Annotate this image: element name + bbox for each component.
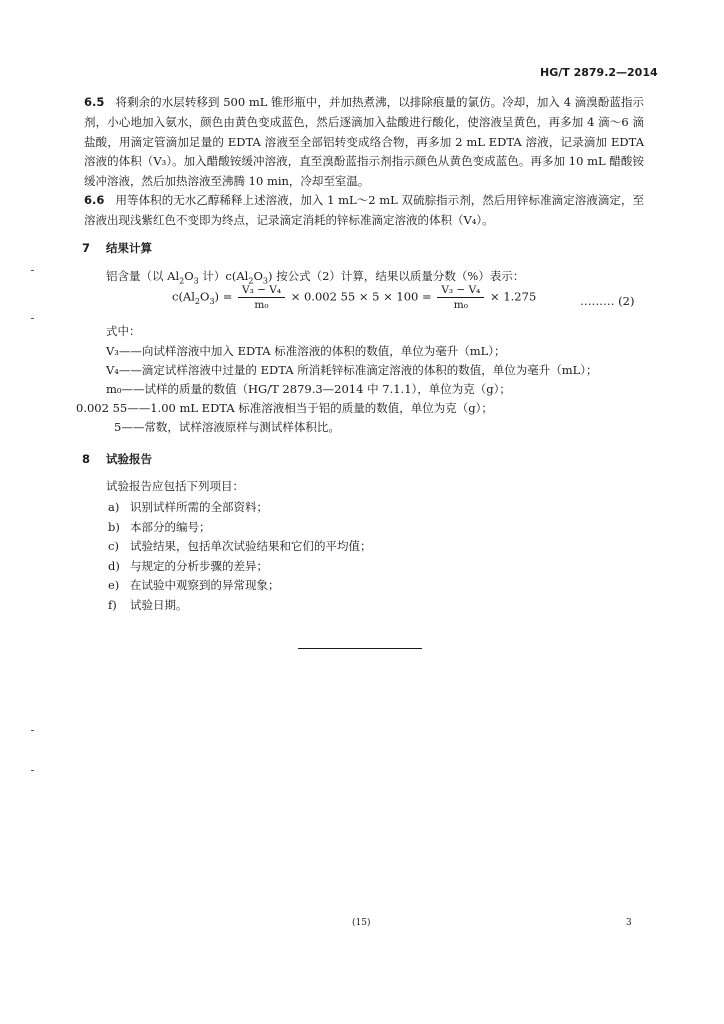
fraction	[238, 284, 285, 311]
item-text: 试验日期。	[130, 597, 188, 612]
section-title: 结果计算	[106, 241, 153, 255]
clause-text: 用等体积的无水乙醇稀释上述溶液，加入 1 mL～2 mL 双硫腙指示剂，然后用锌标准滴定溶液滴定，至溶液出现浅紫红色不变即为终点，记录滴定消耗的锌标准滴定溶液的体积（V₄）。	[84, 193, 644, 227]
report-item	[108, 558, 268, 574]
denominator: m₀	[254, 299, 269, 311]
subscript: 2	[179, 276, 185, 286]
item-marker: f)	[108, 597, 117, 612]
formula-middle: × 0.002 55 × 5 × 100 =	[290, 289, 432, 304]
variable-symbol: 0.002 55	[76, 401, 128, 415]
fraction	[437, 284, 484, 311]
numerator: V₃ − V₄	[238, 284, 285, 298]
item-text: 与规定的分析步骤的差异；	[130, 558, 268, 573]
definition-line	[114, 419, 340, 435]
variable-description: ——滴定试样溶液中过量的 EDTA 所消耗锌标准滴定溶液的体积的数值，单位为毫升（mL）；	[118, 363, 598, 377]
subscript: 2	[248, 276, 254, 286]
report-intro: 试验报告应包括下列项目：	[106, 479, 244, 493]
variable-symbol: V₃	[106, 344, 119, 358]
scan-mark	[31, 730, 34, 731]
item-marker: e)	[108, 578, 120, 592]
section-number: 7	[82, 241, 91, 255]
intro-text: O	[253, 269, 263, 283]
clause-text: 将剩余的水层转移到 500 mL 锥形瓶中，并加热煮沸，以排除痕量的氯仿。冷却，加入 4 滴溴酚蓝指示剂，小心地加入氨水，颜色由黄色变成蓝色，然后逐滴加入盐酸进行酸化，使溶液呈黄色，再多加 4 滴～6 滴盐酸，用滴定管滴加足量的 EDTA 溶液至全部铝转变成络合物，再多加 2 mL EDTA 溶液，记录滴加 EDTA 溶液的体积（V₃）。加入醋酸铵缓冲溶液，直至溴酚蓝指示剂指示颜色从黄色变成蓝色。再多加 10 mL 醋酸铵缓冲溶液，然后加热溶液至沸腾 10 min，冷却至室温。	[84, 95, 644, 189]
variable-symbol: V₄	[106, 363, 119, 377]
variable-symbol: m₀	[106, 382, 122, 396]
subscript: 3	[262, 276, 268, 286]
scan-mark	[31, 770, 34, 771]
definition-line	[106, 362, 597, 378]
subscript: 3	[209, 296, 215, 306]
definition-line	[76, 400, 493, 416]
calculation-intro	[106, 268, 524, 285]
clause-number: 6.5	[84, 95, 105, 109]
variable-description: ——向试样溶液中加入 EDTA 标准溶液的体积的数值，单位为毫升（mL）；	[118, 344, 506, 358]
end-rule	[298, 648, 422, 649]
section-7-heading	[82, 240, 152, 256]
report-item	[108, 538, 372, 554]
item-text: 试验结果，包括单次试验结果和它们的平均值；	[130, 539, 372, 553]
formula-lhs: c(Al	[172, 289, 195, 304]
variable-symbol: 5	[114, 420, 122, 434]
report-item	[108, 499, 268, 515]
formula-lhs: ) =	[214, 289, 233, 304]
clause-number: 6.6	[84, 193, 105, 207]
denominator: m₀	[453, 299, 468, 311]
section-number: 8	[82, 452, 91, 466]
footer-center-number: (15)	[352, 918, 371, 928]
item-text: 在试验中观察到的异常现象；	[130, 578, 280, 592]
formula-tail: × 1.275	[490, 289, 537, 304]
variable-description: ——常数，试样溶液原样与测试样体积比。	[121, 420, 340, 434]
where-label: 式中：	[106, 324, 141, 338]
standard-number: HG/T 2879.2—2014	[540, 66, 658, 79]
numerator: V₃ − V₄	[437, 284, 484, 298]
variable-description: ——试样的质量的数值（HG/T 2879.3—2014 中 7.1.1），单位为克（g）；	[121, 382, 511, 396]
item-marker: b)	[108, 519, 120, 534]
scan-mark	[31, 318, 34, 319]
definition-line	[106, 343, 505, 359]
formula-2	[172, 284, 536, 311]
paragraph-6-5	[84, 93, 644, 192]
section-8-heading	[82, 451, 152, 467]
subscript: 3	[193, 276, 199, 286]
variable-description: ——1.00 mL EDTA 标准溶液相当于铝的质量的数值，单位为克（g）；	[127, 401, 493, 415]
item-marker: a)	[108, 500, 120, 514]
page-number: 3	[626, 918, 632, 928]
report-item	[108, 519, 211, 535]
section-title: 试验报告	[106, 452, 153, 466]
item-marker: c)	[108, 539, 119, 553]
report-item	[108, 577, 280, 593]
scan-mark	[31, 270, 34, 271]
item-text: 本部分的编号；	[130, 519, 211, 534]
intro-text: O	[184, 269, 194, 283]
formula-lhs: O	[200, 289, 210, 304]
item-marker: d)	[108, 558, 120, 573]
report-item	[108, 597, 188, 613]
intro-text: 计）c(Al	[198, 269, 249, 283]
subscript: 2	[194, 296, 201, 306]
paragraph-6-6	[84, 191, 644, 231]
intro-text: 铝含量（以 Al	[106, 269, 180, 283]
item-text: 识别试样所需的全部资料；	[130, 500, 268, 514]
intro-text: ) 按公式（2）计算，结果以质量分数（%）表示：	[267, 269, 525, 283]
equation-number: ……… (2)	[580, 294, 635, 308]
definition-line	[106, 381, 511, 397]
